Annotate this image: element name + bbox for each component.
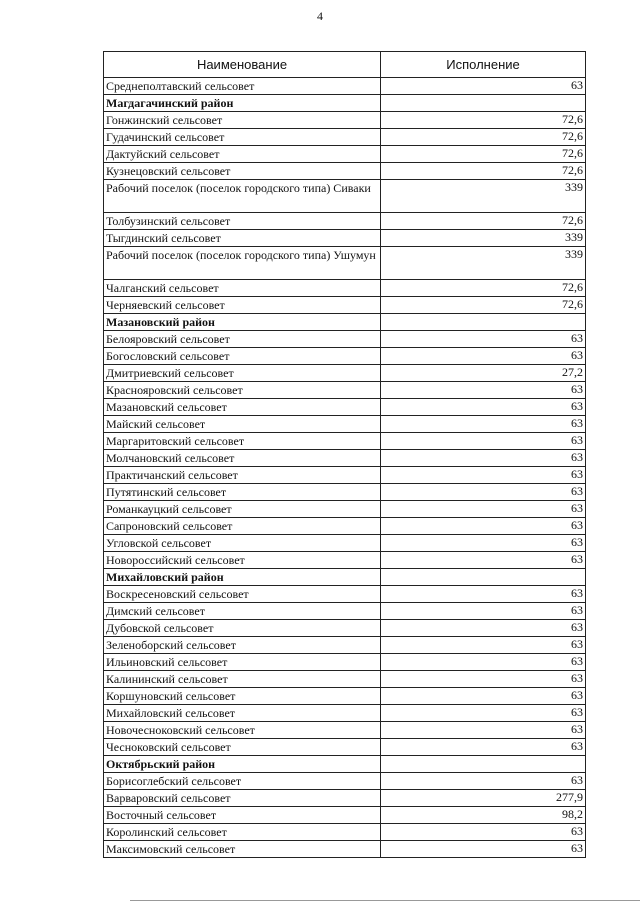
table-row bbox=[104, 841, 586, 858]
execution-value: 72,6 bbox=[381, 213, 586, 230]
settlement-name: Рабочий поселок (поселок городского типа) Ушумун bbox=[104, 247, 381, 280]
table-row bbox=[104, 467, 586, 484]
execution-value: 63 bbox=[381, 450, 586, 467]
table-row bbox=[104, 146, 586, 163]
execution-value: 63 bbox=[381, 433, 586, 450]
settlement-name: Гудачинский сельсовет bbox=[104, 129, 381, 146]
table-row bbox=[104, 671, 586, 688]
execution-value: 63 bbox=[381, 739, 586, 756]
bottom-rule bbox=[130, 900, 640, 901]
settlement-name: Сапроновский сельсовет bbox=[104, 518, 381, 535]
settlement-name: Дубовской сельсовет bbox=[104, 620, 381, 637]
settlement-name: Новочесноковский сельсовет bbox=[104, 722, 381, 739]
settlement-name: Дактуйский сельсовет bbox=[104, 146, 381, 163]
table-row bbox=[104, 297, 586, 314]
table-row bbox=[104, 416, 586, 433]
table-row bbox=[104, 112, 586, 129]
settlement-name: Маргаритовский сельсовет bbox=[104, 433, 381, 450]
settlement-name: Белояровский сельсовет bbox=[104, 331, 381, 348]
execution-value: 63 bbox=[381, 773, 586, 790]
execution-value: 72,6 bbox=[381, 146, 586, 163]
settlement-name: Максимовский сельсовет bbox=[104, 841, 381, 858]
settlement-name: Гонжинский сельсовет bbox=[104, 112, 381, 129]
execution-value: 72,6 bbox=[381, 280, 586, 297]
execution-value: 63 bbox=[381, 484, 586, 501]
table-row bbox=[104, 501, 586, 518]
settlement-name: Чесноковский сельсовет bbox=[104, 739, 381, 756]
settlement-name: Богословский сельсовет bbox=[104, 348, 381, 365]
execution-value bbox=[381, 314, 586, 331]
execution-value: 63 bbox=[381, 416, 586, 433]
table-row bbox=[104, 603, 586, 620]
execution-value bbox=[381, 756, 586, 773]
settlement-name: Восточный сельсовет bbox=[104, 807, 381, 824]
district-name: Михайловский район bbox=[104, 569, 381, 586]
table-row bbox=[104, 637, 586, 654]
page-number: 4 bbox=[317, 9, 323, 23]
table-row bbox=[104, 620, 586, 637]
table-row bbox=[104, 180, 586, 213]
section-row bbox=[104, 314, 586, 331]
table-row bbox=[104, 705, 586, 722]
execution-value: 63 bbox=[381, 552, 586, 569]
settlement-name: Димский сельсовет bbox=[104, 603, 381, 620]
settlement-name: Дмитриевский сельсовет bbox=[104, 365, 381, 382]
execution-value: 72,6 bbox=[381, 297, 586, 314]
execution-value: 63 bbox=[381, 824, 586, 841]
execution-value: 339 bbox=[381, 247, 586, 280]
table-row bbox=[104, 773, 586, 790]
execution-value: 63 bbox=[381, 535, 586, 552]
execution-value: 63 bbox=[381, 705, 586, 722]
execution-value: 72,6 bbox=[381, 112, 586, 129]
settlement-name: Среднеполтавский сельсовет bbox=[104, 78, 381, 95]
settlement-name: Практичанский сельсовет bbox=[104, 467, 381, 484]
execution-value: 63 bbox=[381, 620, 586, 637]
table-row bbox=[104, 230, 586, 247]
execution-value: 63 bbox=[381, 603, 586, 620]
settlement-name: Кузнецовский сельсовет bbox=[104, 163, 381, 180]
settlement-name: Зеленоборский сельсовет bbox=[104, 637, 381, 654]
table-row bbox=[104, 247, 586, 280]
section-row bbox=[104, 569, 586, 586]
execution-value: 63 bbox=[381, 586, 586, 603]
table-row bbox=[104, 399, 586, 416]
settlement-name: Мазановский сельсовет bbox=[104, 399, 381, 416]
settlement-name: Ильиновский сельсовет bbox=[104, 654, 381, 671]
settlement-name: Михайловский сельсовет bbox=[104, 705, 381, 722]
table-row bbox=[104, 484, 586, 501]
settlement-name: Толбузинский сельсовет bbox=[104, 213, 381, 230]
execution-value: 63 bbox=[381, 501, 586, 518]
table-row bbox=[104, 535, 586, 552]
settlement-name: Коршуновский сельсовет bbox=[104, 688, 381, 705]
table-row bbox=[104, 280, 586, 297]
execution-value: 98,2 bbox=[381, 807, 586, 824]
table-row bbox=[104, 78, 586, 95]
table-row bbox=[104, 213, 586, 230]
table-row bbox=[104, 365, 586, 382]
table-row bbox=[104, 586, 586, 603]
execution-value: 63 bbox=[381, 637, 586, 654]
settlement-name: Чалганский сельсовет bbox=[104, 280, 381, 297]
settlement-name: Романкауцкий сельсовет bbox=[104, 501, 381, 518]
settlement-name: Рабочий поселок (поселок городского типа) Сиваки bbox=[104, 180, 381, 213]
table-body bbox=[104, 78, 586, 858]
table-row bbox=[104, 688, 586, 705]
table-row bbox=[104, 824, 586, 841]
execution-value: 63 bbox=[381, 399, 586, 416]
execution-value: 63 bbox=[381, 382, 586, 399]
table-row bbox=[104, 722, 586, 739]
settlement-name: Молчановский сельсовет bbox=[104, 450, 381, 467]
table-row bbox=[104, 552, 586, 569]
section-row bbox=[104, 756, 586, 773]
settlement-name: Королинский сельсовет bbox=[104, 824, 381, 841]
execution-value: 63 bbox=[381, 722, 586, 739]
execution-value: 63 bbox=[381, 348, 586, 365]
header-name: Наименование bbox=[104, 52, 381, 78]
execution-value: 63 bbox=[381, 654, 586, 671]
execution-value: 63 bbox=[381, 671, 586, 688]
table-row bbox=[104, 163, 586, 180]
table-row bbox=[104, 790, 586, 807]
table-row bbox=[104, 739, 586, 756]
execution-value: 63 bbox=[381, 78, 586, 95]
settlement-name: Калининский сельсовет bbox=[104, 671, 381, 688]
settlement-name: Борисоглебский сельсовет bbox=[104, 773, 381, 790]
execution-value: 339 bbox=[381, 180, 586, 213]
execution-value: 72,6 bbox=[381, 163, 586, 180]
settlement-name: Краснояровский сельсовет bbox=[104, 382, 381, 399]
district-name: Магдагачинский район bbox=[104, 95, 381, 112]
execution-value: 63 bbox=[381, 467, 586, 484]
settlement-name: Воскресеновский сельсовет bbox=[104, 586, 381, 603]
execution-value: 339 bbox=[381, 230, 586, 247]
settlement-name: Тыгдинский сельсовет bbox=[104, 230, 381, 247]
settlement-name: Варваровский сельсовет bbox=[104, 790, 381, 807]
district-name: Мазановский район bbox=[104, 314, 381, 331]
execution-value bbox=[381, 95, 586, 112]
execution-value: 63 bbox=[381, 841, 586, 858]
settlement-name: Путятинский сельсовет bbox=[104, 484, 381, 501]
table-row bbox=[104, 433, 586, 450]
execution-value: 63 bbox=[381, 331, 586, 348]
section-row bbox=[104, 95, 586, 112]
execution-value: 63 bbox=[381, 518, 586, 535]
table-header bbox=[104, 52, 586, 78]
table-row bbox=[104, 807, 586, 824]
execution-value: 27,2 bbox=[381, 365, 586, 382]
execution-value: 72,6 bbox=[381, 129, 586, 146]
table-row bbox=[104, 654, 586, 671]
table-row bbox=[104, 382, 586, 399]
execution-table bbox=[103, 51, 586, 858]
district-name: Октябрьский район bbox=[104, 756, 381, 773]
execution-value bbox=[381, 569, 586, 586]
header-execution: Исполнение bbox=[381, 52, 586, 78]
settlement-name: Майский сельсовет bbox=[104, 416, 381, 433]
execution-value: 63 bbox=[381, 688, 586, 705]
table-row bbox=[104, 129, 586, 146]
execution-value: 277,9 bbox=[381, 790, 586, 807]
table-row bbox=[104, 331, 586, 348]
table-row bbox=[104, 518, 586, 535]
settlement-name: Новороссийский сельсовет bbox=[104, 552, 381, 569]
settlement-name: Угловской сельсовет bbox=[104, 535, 381, 552]
settlement-name: Черняевский сельсовет bbox=[104, 297, 381, 314]
table-row bbox=[104, 450, 586, 467]
table-row bbox=[104, 348, 586, 365]
